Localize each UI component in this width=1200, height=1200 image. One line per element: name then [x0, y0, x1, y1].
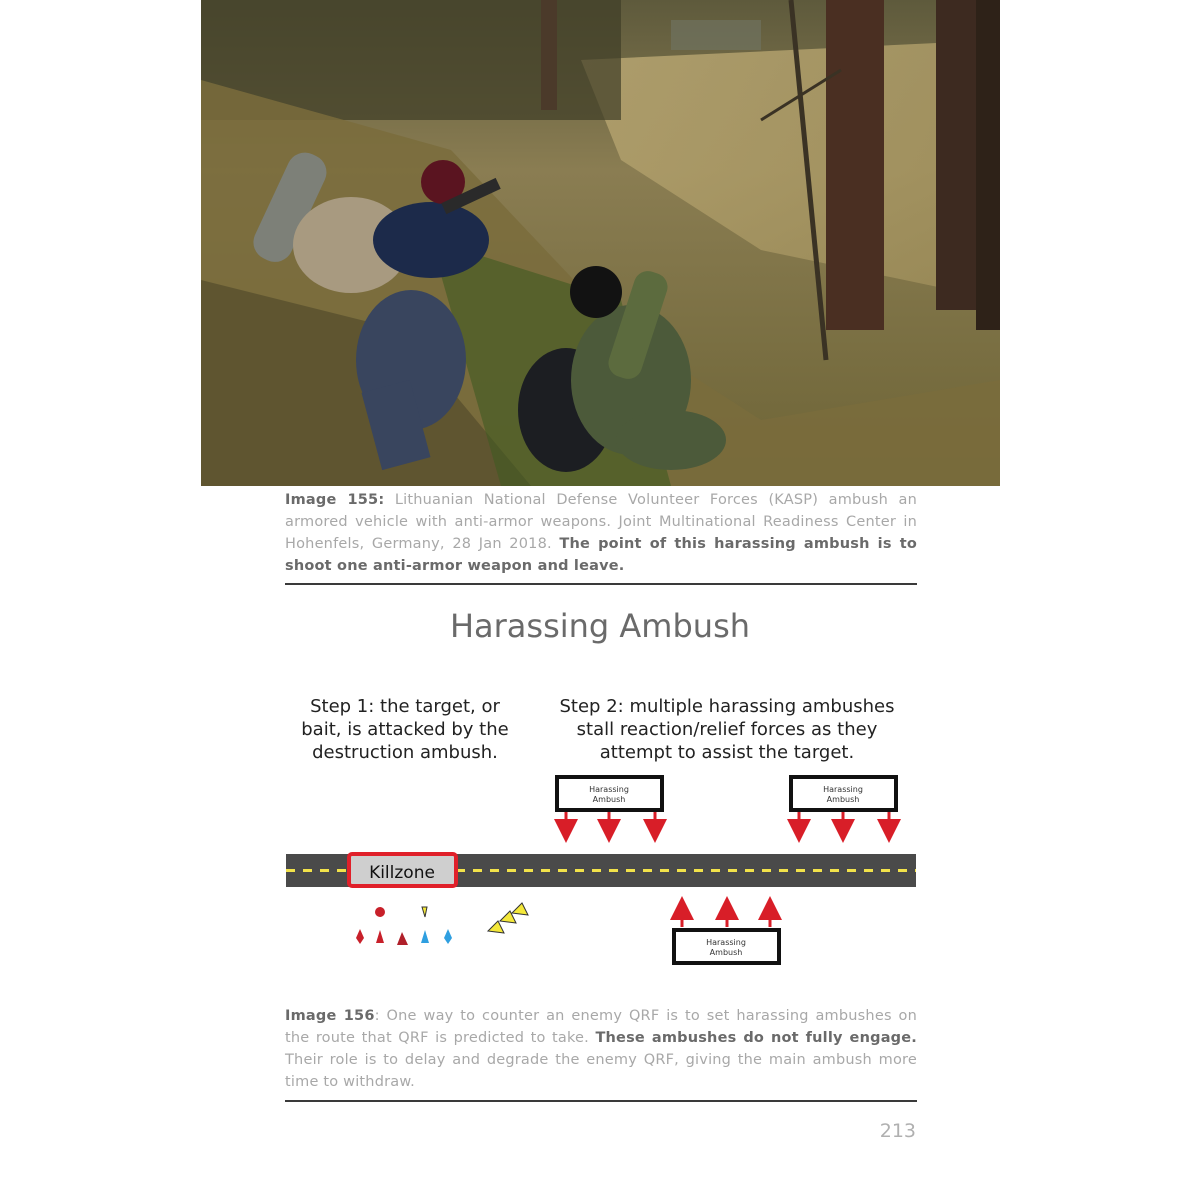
- unit-symbol: [397, 932, 408, 945]
- unit-symbol: [444, 929, 452, 944]
- unit-symbol: [421, 930, 429, 943]
- diagram-title: Harassing Ambush: [449, 607, 751, 645]
- caption-emphasis: The point of this harassing ambush is to shoot one anti-armor weapon and leave.: [285, 536, 917, 574]
- vehicle-symbol: [488, 921, 504, 933]
- page-number: 213: [879, 1120, 916, 1142]
- caption-text: : One way to counter an enemy QRF is to set harassing ambushes on the route that QRF is predicted to take.: [285, 1008, 917, 1046]
- ambush-box-line1: Harassing: [589, 785, 629, 794]
- caption-emphasis: These ambushes do not fully engage.: [595, 1030, 918, 1046]
- ambush-box-line2: Ambush: [709, 948, 743, 957]
- fire-arrows-down: [799, 812, 889, 831]
- vehicle-symbol: [512, 903, 528, 915]
- killzone-marker: [349, 854, 456, 886]
- unit-symbol: [356, 929, 364, 944]
- ambush-photo: [201, 0, 1000, 486]
- ambush-box-line2: Ambush: [592, 795, 626, 804]
- harassing-ambush-box: [674, 930, 779, 963]
- killzone-label: Killzone: [369, 863, 435, 883]
- step1-line: Step 1: the target, or: [310, 696, 500, 717]
- step1-line: bait, is attacked by the: [301, 719, 509, 740]
- ambush-box-line2: Ambush: [826, 795, 860, 804]
- step2-line: attempt to assist the target.: [599, 742, 855, 763]
- reaction-force-vehicles: [488, 903, 528, 933]
- ambush-box-line1: Harassing: [823, 785, 863, 794]
- caption-label: Image 155:: [285, 492, 385, 508]
- step2-text: [560, 696, 895, 763]
- fire-arrows-down: [566, 812, 655, 831]
- caption-text: Lithuanian National Defense Volunteer Forces (KASP) ambush an armored vehicle with anti-armor weapons. Joint Multinational Readiness Center in Hohenfels, Germany, 28 Jan 2018.: [285, 492, 917, 552]
- caption-label: Image 156: [285, 1008, 375, 1024]
- divider: [285, 583, 917, 585]
- destruction-ambush-units: [356, 907, 452, 945]
- unit-symbol: [375, 907, 385, 917]
- ambush-box-line1: Harassing: [706, 938, 746, 947]
- step2-line: Step 2: multiple harassing ambushes: [559, 696, 895, 717]
- fire-arrows-up: [682, 908, 770, 927]
- step2-line: stall reaction/relief forces as they: [576, 719, 878, 740]
- diagram-caption: [285, 1005, 917, 1093]
- photo-caption: [285, 489, 917, 577]
- step1-line: destruction ambush.: [312, 742, 498, 763]
- divider: [285, 1100, 917, 1102]
- unit-symbol: [376, 930, 384, 943]
- harassing-ambush-box: [791, 777, 896, 810]
- unit-symbol: [422, 907, 427, 917]
- harassing-ambush-box: [557, 777, 662, 810]
- harassing-ambush-diagram: [0, 595, 1200, 995]
- caption-text: Their role is to delay and degrade the enemy QRF, giving the main ambush more time to withdraw.: [285, 1052, 917, 1090]
- step1-text: [301, 696, 508, 763]
